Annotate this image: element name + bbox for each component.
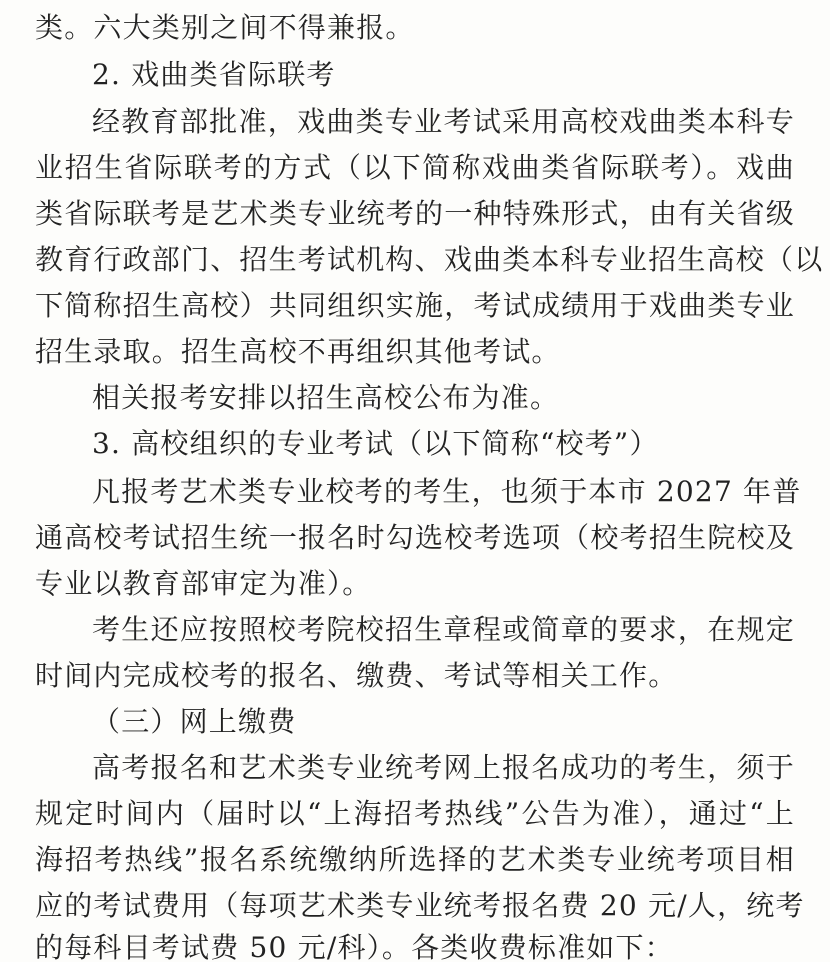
text-line-7: 下简称招生高校）共同组织实施，考试成绩用于戏曲类专业 [35, 289, 795, 322]
text-line-9: 相关报考安排以招生高校公布为准。 [92, 381, 560, 414]
text-line-20: 应的考试费用（每项艺术类专业统考报名费 20 元/人，统考 [35, 889, 805, 922]
text-line-1: 类。六大类别之间不得兼报。 [35, 11, 415, 44]
text-line-18: 规定时间内（届时以“上海招考热线”公告为准），通过“上 [35, 797, 795, 830]
text-line-11: 凡报考艺术类专业校考的考生，也须于本市 2027 年普 [92, 475, 802, 508]
text-line-12: 通高校考试招生统一报名时勾选校考选项（校考招生院校及 [35, 521, 795, 554]
text-line-21: 的每科目考试费 50 元/科）。各类收费标准如下： [35, 931, 674, 964]
text-line-3: 经教育部批准，戏曲类专业考试采用高校戏曲类本科专 [92, 105, 795, 138]
text-line-14: 考生还应按照校考院校招生章程或简章的要求，在规定 [92, 613, 795, 646]
section-heading-online-payment: （三）网上缴费 [92, 705, 297, 738]
section-heading-opera-joint-exam: 2. 戏曲类省际联考 [92, 58, 336, 91]
text-line-8: 招生录取。招生高校不再组织其他考试。 [35, 335, 561, 368]
text-line-15: 时间内完成校考的报名、缴费、考试等相关工作。 [35, 659, 678, 692]
text-line-5: 类省际联考是艺术类专业统考的一种特殊形式，由有关省级 [35, 197, 795, 230]
text-line-6: 教育行政部门、招生考试机构、戏曲类本科专业招生高校（以 [35, 243, 824, 276]
section-heading-school-exam: 3. 高校组织的专业考试（以下简称“校考”） [92, 427, 659, 460]
text-line-4: 业招生省际联考的方式（以下简称戏曲类省际联考）。戏曲 [35, 151, 795, 184]
text-line-17: 高考报名和艺术类专业统考网上报名成功的考生，须于 [92, 751, 795, 784]
text-line-13: 专业以教育部审定为准）。 [35, 567, 372, 600]
text-line-19: 海招考热线”报名系统缴纳所选择的艺术类专业统考项目相 [35, 843, 795, 876]
